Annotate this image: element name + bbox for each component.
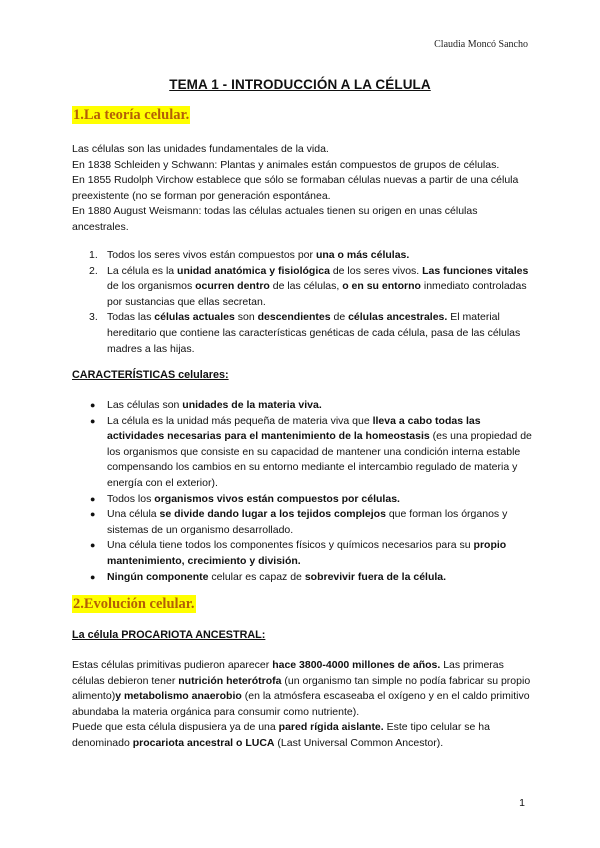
characteristic-item-2: ● La célula es la unidad más pequeña de materia viva que lleva a cabo todas las actividades necesarias para el mantenimiento de la homeostasis (es una propiedad de los organismos que consiste en su capacidad de mantener una condición interna estable compensando los cambios en su entorno mediante el intercambio regulado de materia y energía con el exterior). bbox=[90, 414, 532, 489]
bullet-icon: ● bbox=[90, 571, 96, 582]
section-1-heading-text: 1.La teoría celular. bbox=[73, 107, 190, 123]
characteristic-item-1: ● Las células son unidades de la materia viva. bbox=[72, 398, 532, 414]
bullet-icon: ● bbox=[90, 509, 96, 520]
postulate-item-1: 1. Todos los seres vivos están compuestos por una o más células. bbox=[72, 248, 532, 264]
intro-line-3: En 1855 Rudolph Virchow establece que sólo se formaban células nuevas a partir de una célula preexistente (no se forman por generación espontánea. bbox=[72, 174, 519, 202]
postulate-item-2: 2. La célula es la unidad anatómica y fisiológica de los seres vivos. Las funciones vitales de los organismos ocurren dentro de las células, o en su entorno inmediato controladas por sustancias que ellas secretan. bbox=[89, 264, 529, 308]
intro-line-1: Las células son las unidades fundamentales de la vida. bbox=[72, 143, 329, 155]
section-1-heading bbox=[72, 107, 190, 124]
intro-line-4: En 1880 August Weismann: todas las células actuales tienen su origen en unas células ancestrales. bbox=[72, 205, 478, 233]
list-number: 2. bbox=[89, 264, 98, 277]
section-1-intro bbox=[72, 142, 532, 236]
list-number: 1. bbox=[89, 249, 98, 261]
page-number: 1 bbox=[519, 797, 525, 809]
characteristics-heading: CARACTERÍSTICAS celulares: bbox=[72, 369, 229, 381]
characteristic-item-5: ● Una célula tiene todos los componentes físicos y químicos necesarios para su propio mantenimiento, crecimiento y división. bbox=[90, 539, 507, 567]
intro-line-2: En 1838 Schleiden y Schwann: Plantas y animales están compuestos de grupos de células. bbox=[72, 158, 500, 171]
document-title: TEMA 1 - INTRODUCCIÓN A LA CÉLULA bbox=[169, 77, 431, 92]
characteristic-item-4: ● Una célula se divide dando lugar a los tejidos complejos que forman los órganos y sistemas de un organismo desarrollado. bbox=[90, 508, 508, 536]
section-2-heading bbox=[72, 596, 196, 613]
bullet-icon: ● bbox=[90, 400, 96, 410]
cell-theory-postulates bbox=[72, 248, 532, 357]
author-name: Claudia Moncó Sancho bbox=[434, 39, 528, 50]
list-number: 3. bbox=[89, 311, 98, 324]
section-2-heading-text: 2.Evolución celular. bbox=[73, 596, 195, 612]
bullet-icon: ● bbox=[90, 415, 96, 426]
prokaryote-subheading: La célula PROCARIOTA ANCESTRAL: bbox=[72, 629, 266, 641]
postulate-item-3: 3. Todas las células actuales son descendientes de células ancestrales. El material hereditario que contiene las características genéticas de cada célula, pasa de las células madres a las hijas. bbox=[89, 311, 521, 355]
characteristic-item-6: ● Ningún componente celular es capaz de sobrevivir fuera de la célula. bbox=[72, 570, 532, 586]
bullet-icon: ● bbox=[90, 540, 96, 551]
characteristic-item-3: ● Todos los organismos vivos están compuestos por células. bbox=[72, 492, 532, 508]
luca-paragraph: Puede que esta célula dispusiera ya de una pared rígida aislante. Este tipo celular se ha denominado procariota ancestral o LUCA (Last Universal Common Ancestor). bbox=[72, 721, 490, 749]
bullet-icon: ● bbox=[90, 493, 96, 504]
characteristics-list bbox=[72, 398, 532, 585]
prokaryote-paragraph: Estas células primitivas pudieron aparecer hace 3800-4000 millones de años. Las primeras células debieron tener nutrición heterótrofa (un organismo tan simple no podía fabricar su propio alimento)y metabolismo anaerobio (en la atmósfera escaseaba el oxígeno y en el caldo primitivo abundaba la materia orgánica para consumir como nutriente). Puede que esta célula dispusiera ya de una pared rígida aislante. Este tipo celular se ha denominado procariota ancestral o LUCA (Last Universal Common Ancestor). bbox=[72, 658, 532, 752]
